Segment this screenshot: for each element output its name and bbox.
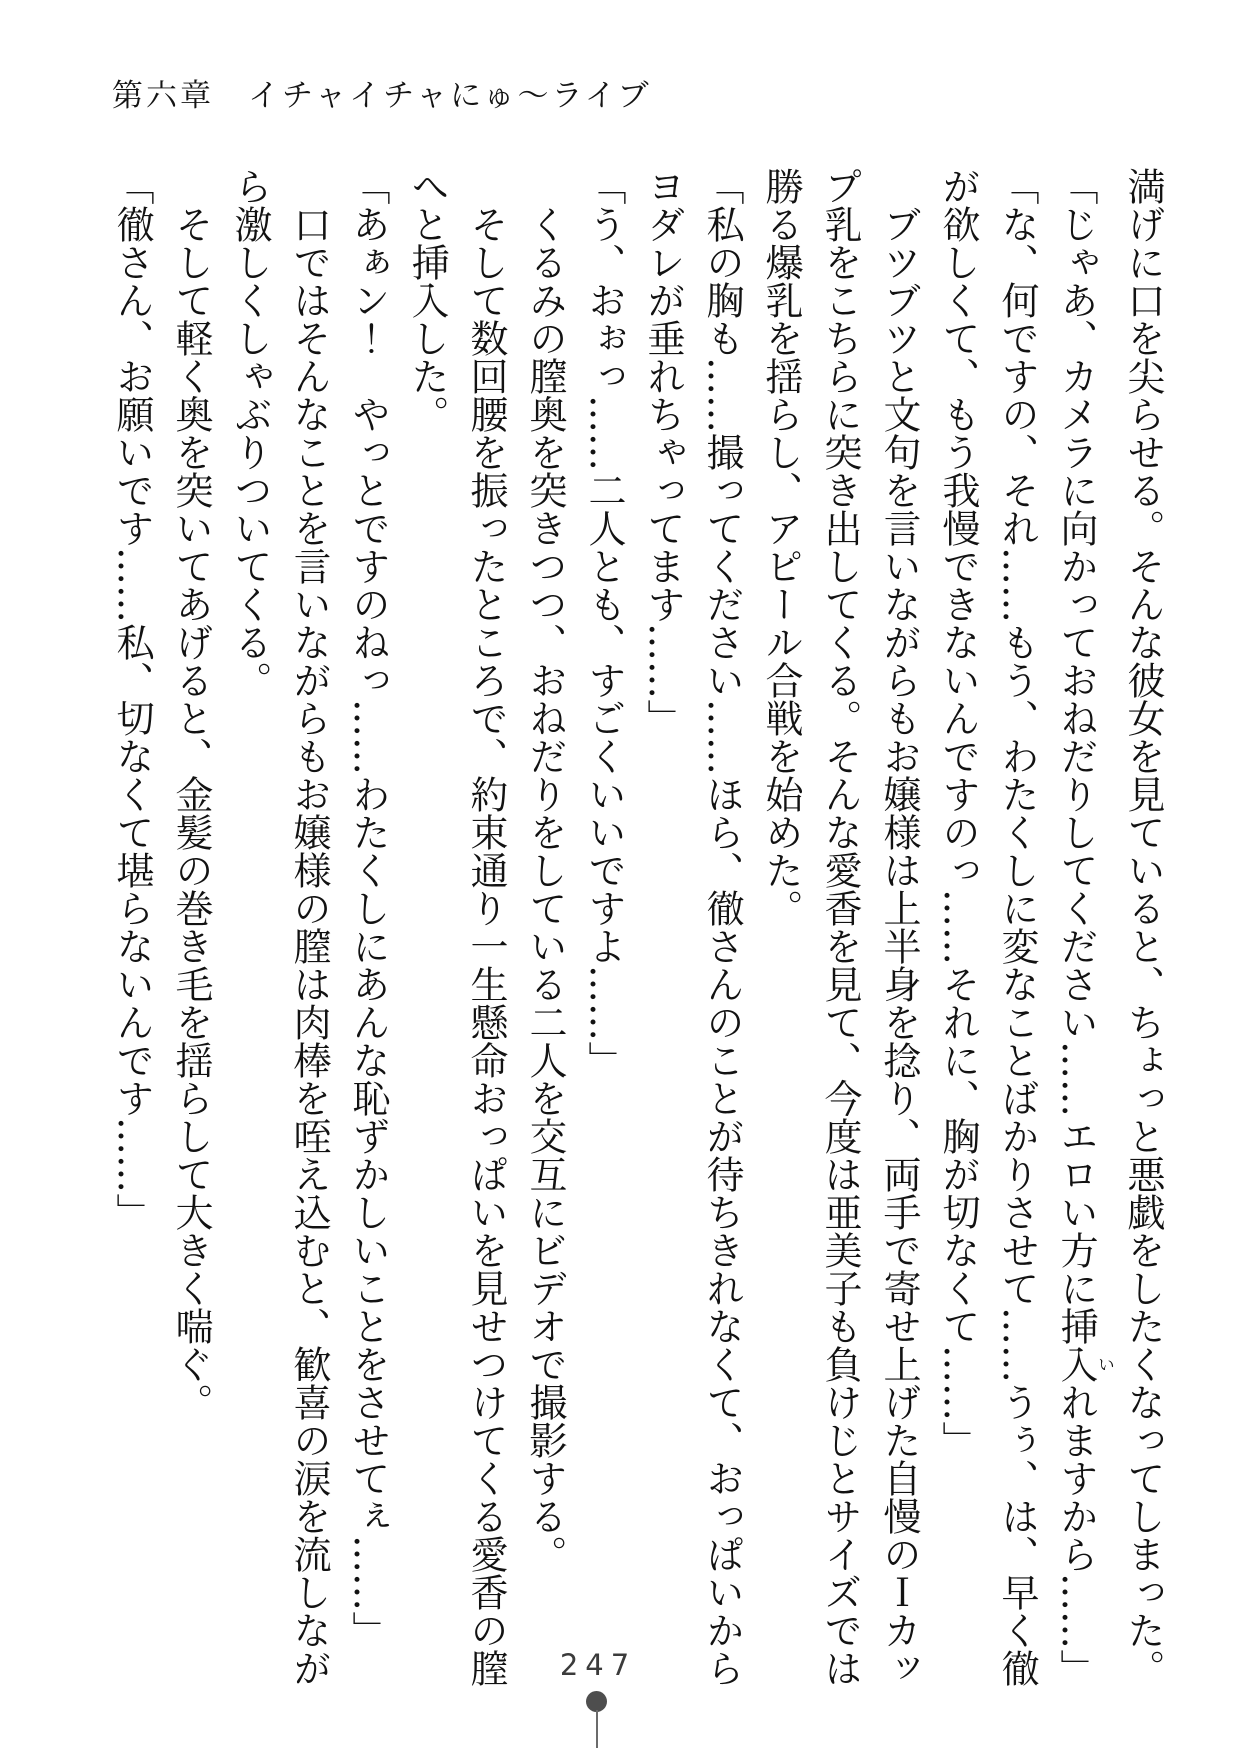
text-paragraph: 「じゃあ、カメラに向かっておねだりしてください……エロい方に挿入いれますから……」 [1054,167,1114,1687]
text-paragraph: 口ではそんなことを言いながらもお嬢様の膣は肉棒を咥え込むと、歓喜の涙を流しながら激しくしゃぶりついてくる。 [228,167,331,1687]
footer-vertical-rule [596,1710,598,1748]
text-paragraph: そして軽く奥を突いてあげると、金髪の巻き毛を揺らして大きく喘ぐ。 [169,205,213,1421]
text-paragraph: ブツブツと文句を言いながらもお嬢様は上半身を捻り、両手で寄せ上げた自慢のＩカップ乳をこちらに突き出してくる。そんな愛香を見て、今度は亜美子も負けじとサイズでは勝る爆乳を揺らし、アピール合戦を始めた。 [759,167,921,1687]
footer-dot-ornament [586,1691,607,1712]
text-paragraph: くるみの膣奥を突きつつ、おねだりをしている二人を交互にビデオで撮影する。 [523,205,567,1573]
text-paragraph: 「う、おぉっ……二人とも、すごくいいですよ……」 [582,167,626,1079]
text-paragraph: そして数回腰を振ったところで、約束通り一生懸命おっぱいを見せつけてくる愛香の膣へと挿入した。 [405,167,508,1687]
text-paragraph: 「私の胸も……撮ってください……ほら、徹さんのことが待ちきれなくて、おっぱいからヨダレが垂れちゃってます……」 [641,167,744,1687]
page-number: 247 [559,1648,637,1682]
text-paragraph: 「な、何ですの、それ……もう、わたくしに変なことばかりさせて……うぅ、は、早く徹が欲しくて、もう我慢できないんですのっ……それに、胸が切なくて……」 [936,167,1039,1687]
text-paragraph: 満げに口を尖らせる。そんな彼女を見ていると、ちょっと悪戯をしたくなってしまった。 [1121,167,1165,1687]
vertical-text-block [108,167,1172,1703]
chapter-running-head: 第六章 イチャイチャにゅ～ライブ [112,78,652,114]
furigana-ruby: 入い [1054,1345,1114,1383]
text-paragraph: 「あぁン！ やっとですのねっ……わたくしにあんな恥ずかしいことをさせてぇ……」 [346,167,390,1649]
text-paragraph: 「徹さん、お願いです……私、切なくて堪らないんです……」 [110,167,154,1231]
